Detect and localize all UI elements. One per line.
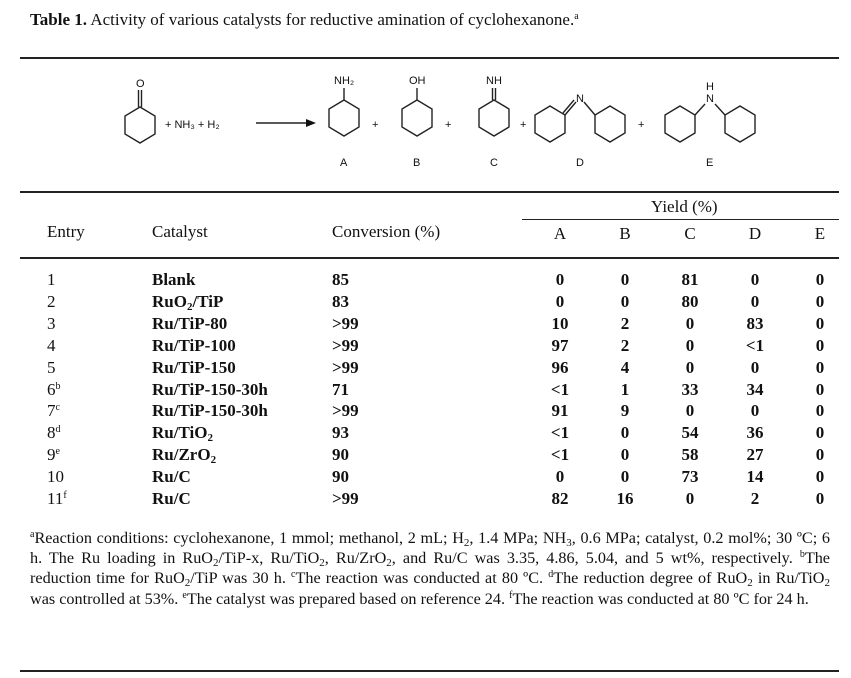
yield-group-rule (522, 219, 839, 220)
header-bottom-rule (20, 257, 839, 259)
reaction-scheme (20, 62, 839, 184)
yield-cell-d: 0 (750, 270, 760, 289)
yield-cell-a: <1 (550, 379, 570, 399)
yield-cell-c: 73 (681, 467, 699, 487)
product-e-label: E (706, 157, 714, 169)
table-caption (30, 10, 579, 30)
yield-cell-d: 14 (746, 467, 764, 487)
conversion-cell: >99 (332, 313, 359, 333)
header-yield-a: A (553, 224, 567, 243)
product-b-label: B (413, 157, 421, 169)
conversion-cell: 93 (332, 423, 349, 443)
header-top-rule (20, 191, 839, 193)
product-e-n: N (706, 93, 714, 105)
catalyst-cell: Ru/ZrO$_2$ (152, 445, 217, 467)
entry-footnote-mark: c (55, 402, 60, 414)
yield-cell-d: 0 (750, 401, 760, 421)
yield-cell-c: 0 (685, 401, 695, 421)
entry-cell: 2 (47, 291, 56, 311)
caption-mark: a (574, 11, 579, 22)
yield-cell-b: 0 (620, 291, 630, 311)
yield-cell-a: 91 (551, 401, 569, 421)
entry-footnote-mark: d (55, 424, 61, 436)
yield-cell-e: 0 (815, 401, 825, 421)
yield-cell-e: 0 (815, 313, 825, 333)
catalyst-cell: Blank (152, 270, 196, 289)
yield-cell-a: 10 (551, 313, 569, 333)
yield-cell-a: 96 (551, 357, 569, 377)
yield-cell-b: 2 (620, 313, 630, 333)
yield-cell-d: <1 (745, 335, 765, 355)
conversion-cell: 85 (332, 270, 349, 289)
product-a-group: NH₂ (334, 75, 355, 87)
product-e-ring-left (665, 106, 695, 142)
yield-cell-c: 0 (685, 313, 695, 333)
conversion-cell: >99 (332, 401, 359, 421)
conversion-cell: 71 (332, 379, 349, 399)
product-b-group: OH (409, 75, 426, 87)
yield-cell-e: 0 (815, 467, 825, 487)
catalyst-cell: Ru/TiP-150-30h (152, 401, 268, 421)
entry-cell: 7$^c$ (47, 401, 60, 421)
conversion-cell: 90 (332, 467, 349, 487)
header-yield-d: D (748, 224, 762, 243)
entry-cell: 9e (47, 445, 60, 465)
header-conversion: Conversion (%) (332, 222, 441, 241)
yield-cell-b: 4 (620, 357, 630, 377)
yield-cell-a: <1 (550, 423, 570, 443)
yield-cell-d: 0 (750, 357, 760, 377)
conversion-cell: >99 (332, 335, 359, 355)
yield-cell-a: <1 (550, 445, 570, 465)
product-e-h: H (706, 81, 714, 93)
catalyst-cell: Ru/C (152, 489, 191, 508)
entry-cell: 11$^f$ (47, 489, 67, 508)
yield-cell-c: 0 (685, 489, 695, 508)
yield-cell-d: 34 (746, 379, 764, 399)
reactant-oxygen-label: O (136, 78, 145, 90)
product-d-label: D (576, 157, 584, 169)
yield-cell-e: 0 (815, 489, 825, 508)
yield-cell-b: 9 (620, 401, 630, 421)
yield-cell-e: 0 (815, 335, 825, 355)
yield-cell-e: 0 (815, 445, 825, 465)
yield-cell-d: 83 (746, 313, 764, 333)
yield-cell-c: 33 (681, 379, 699, 399)
entry-footnote-mark: e (55, 446, 60, 458)
table-footnotes: $^a$Reaction conditions: cyclohexanone, 1 mmol; methanol, 2 mL; $H_2$, 1.4 MPa; $NH_3$, 0.6 MPa; catalyst, 0.2 mol%; 30 ºC; 6 h. The Ru loading in RuO$_2$/TiP-x, Ru/TiO$_2$, Ru/ZrO$_2$, and Ru/C was 3.35, 4.86, 5.04, and 5 wt%, respectively. $^b$The reduction time for RuO$_2$/TiP was 30 h. $^c$The reaction was conducted at 80 ºC. $^d$The reduction degree of RuO$_2$ in Ru/TiO$_2$ was controlled at 53%. $^e$The catalyst was prepared based on reference 24. $^f$The reaction was conducted at 80 ºC for 24 h. (30, 529, 831, 608)
yield-cell-b: 1 (620, 379, 630, 399)
yield-cell-d: 27 (746, 445, 764, 465)
yield-cell-c: 54 (681, 423, 699, 443)
conversion-cell: 90 (332, 445, 349, 465)
conversion-cell: >99 (332, 357, 359, 377)
entry-footnote-mark: b (55, 380, 61, 392)
yield-cell-c: 81 (681, 270, 699, 289)
yield-cell-e: 0 (815, 291, 825, 311)
reagents-label: + NH₃ + H₂ (165, 119, 220, 131)
product-a-ring (329, 100, 359, 136)
conversion-cell: 83 (332, 291, 349, 311)
yield-cell-a: 0 (555, 270, 565, 289)
product-c-label: C (490, 157, 498, 169)
product-c-group: NH (486, 75, 502, 87)
conversion-cell: >99 (332, 489, 359, 508)
plus-sign-3: + (520, 119, 527, 131)
product-c-ring (479, 100, 509, 136)
yield-cell-a: 0 (555, 291, 565, 311)
entry-cell: 8$^d$ (47, 423, 61, 443)
header-yield-c: C (684, 224, 696, 243)
product-b-ring (402, 100, 432, 136)
yield-cell-c: 58 (681, 445, 699, 465)
yield-cell-b: 0 (620, 467, 630, 487)
catalyst-cell: Ru/TiP-80 (152, 313, 228, 333)
yield-cell-c: 0 (685, 335, 695, 355)
yield-cell-e: 0 (815, 423, 825, 443)
entry-cell: 6$^b$ (47, 379, 61, 399)
product-d-group: N (576, 93, 584, 105)
plus-sign-1: + (372, 119, 379, 131)
header-catalyst: Catalyst (152, 222, 208, 241)
product-d-ring-right (595, 106, 625, 142)
yield-cell-c: 0 (685, 357, 695, 377)
plus-sign-4: + (638, 119, 645, 131)
bottom-rule (20, 670, 839, 672)
entry-footnote-mark: f (63, 490, 67, 501)
catalyst-cell: Ru/C (152, 467, 191, 487)
entry-cell: 1 (47, 270, 56, 289)
top-rule (20, 57, 839, 59)
entry-cell: 5 (47, 357, 56, 377)
yield-cell-e: 0 (815, 379, 825, 399)
catalyst-cell: RuO$_2$/TiP (152, 291, 224, 313)
yield-cell-b: 2 (620, 335, 630, 355)
catalyst-cell: Ru/TiO$_2$ (152, 423, 213, 445)
catalyst-cell: Ru/TiP-100 (152, 335, 236, 355)
yield-cell-a: 82 (551, 489, 569, 508)
header-yield-b: B (619, 224, 631, 243)
header-entry: Entry (47, 222, 85, 241)
yield-cell-b: 0 (620, 423, 630, 443)
product-a-label: A (340, 157, 348, 169)
catalyst-cell: Ru/TiP-150 (152, 357, 236, 377)
caption-text: Activity of various catalysts for reductive amination of cyclohexanone. (87, 10, 575, 29)
yield-cell-d: 36 (746, 423, 764, 443)
yield-cell-b: 16 (616, 489, 634, 508)
caption-label: Table 1. (30, 10, 88, 29)
yield-cell-b: 0 (620, 445, 630, 465)
yield-cell-d: 2 (750, 489, 760, 508)
header-yield-e: E (814, 224, 826, 243)
yield-cell-e: 0 (815, 357, 825, 377)
yield-cell-e: 0 (815, 270, 825, 289)
entry-cell: 10 (47, 467, 64, 487)
product-e-ring-right (725, 106, 755, 142)
yield-cell-c: 80 (681, 291, 699, 311)
yield-cell-b: 0 (620, 270, 630, 289)
yield-cell-d: 0 (750, 291, 760, 311)
product-d-ring-left (535, 106, 565, 142)
plus-sign-2: + (445, 119, 452, 131)
yield-cell-a: 97 (551, 335, 569, 355)
cyclohexanone-ring (125, 107, 155, 143)
catalyst-cell: Ru/TiP-150-30h (152, 379, 268, 399)
header-yield-group: Yield (%) (651, 197, 718, 216)
yield-cell-a: 0 (555, 467, 565, 487)
entry-cell: 3 (47, 313, 56, 333)
entry-cell: 4 (47, 335, 56, 355)
